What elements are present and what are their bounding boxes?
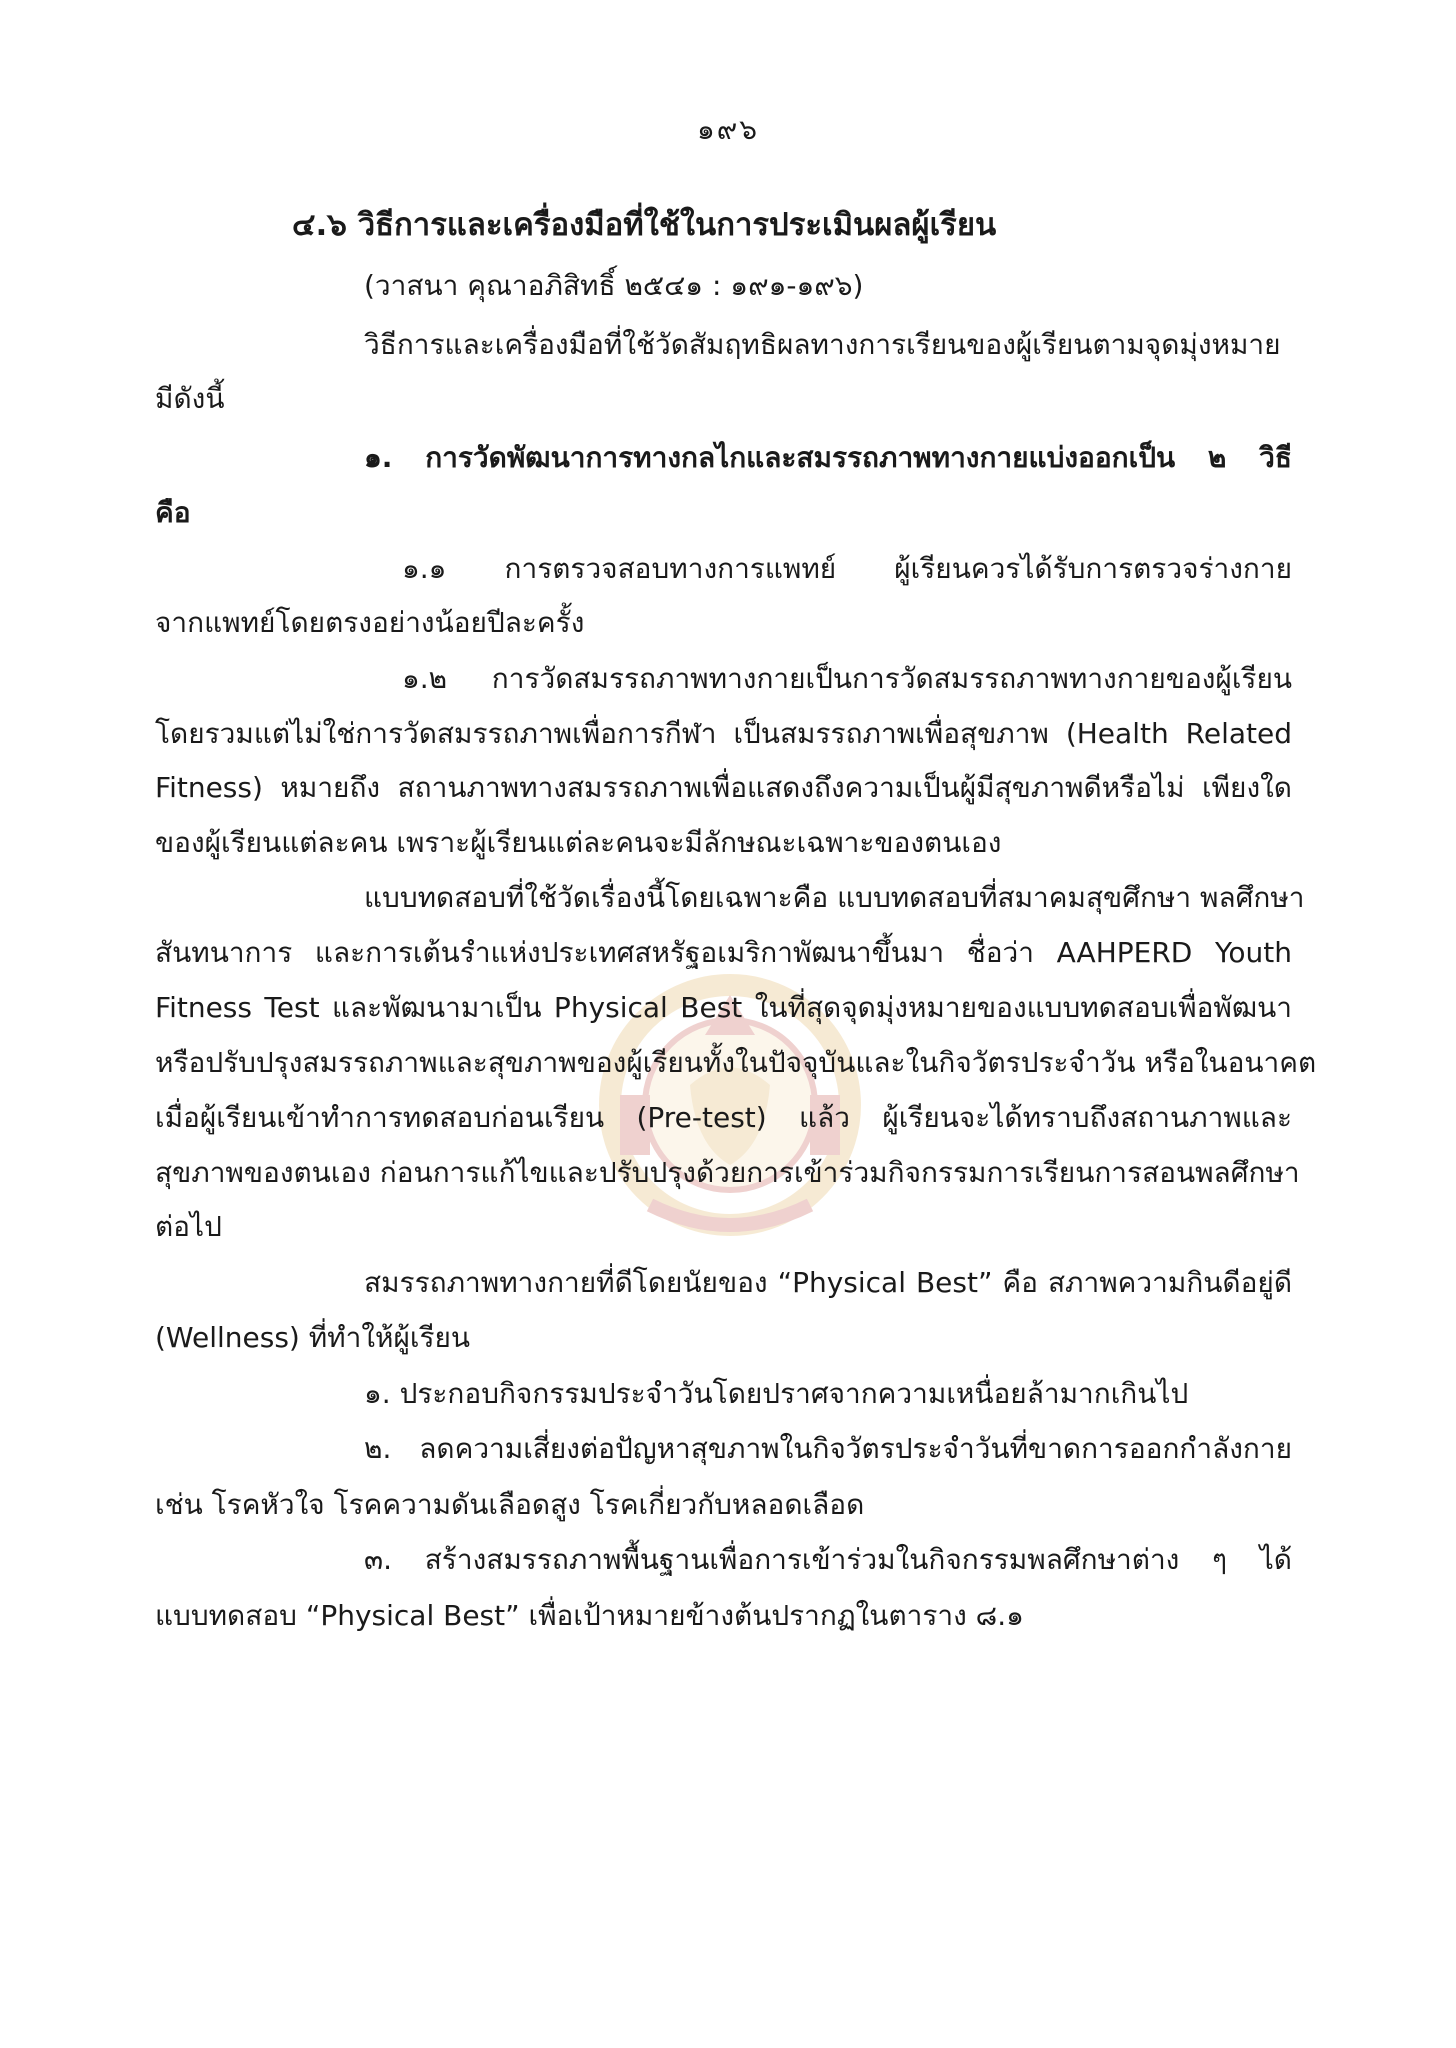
- item-1-2-text: โดยรวมแต่ไม่ใช่การวัดสมรรถภาพเพื่อการกีฬา เป็นสมรรถภาพเพื่อสุขภาพ (Health Related: [155, 717, 1292, 750]
- wellness-paragraph-line: (Wellness) ที่ทำให้ผู้เรียน: [155, 1321, 471, 1354]
- citation: (วาสนา คุณาอภิสิทธิ์ ๒๕๔๑ : ๑๙๑-๑๙๖): [364, 269, 864, 302]
- benefit-item: ๑. ประกอบกิจกรรมประจำวันโดยปราศจากความเหนื่อยล้ามากเกินไป: [364, 1377, 1189, 1410]
- benefit-item: ๒. ลดความเสี่ยงต่อปัญหาสุขภาพในกิจวัตรประจำวันที่ขาดการออกกำลังกาย: [364, 1432, 1292, 1465]
- item-1-1-text: จากแพทย์โดยตรงอย่างน้อยปีละครั้ง: [155, 606, 585, 639]
- intro-line: มีดังนี้: [155, 382, 225, 415]
- test-paragraph-line: ต่อไป: [155, 1210, 222, 1243]
- test-paragraph-line: แบบทดสอบที่ใช้วัดเรื่องนี้โดยเฉพาะคือ แบบทดสอบที่สมาคมสุขศึกษา พลศึกษา: [364, 881, 1305, 914]
- test-paragraph-line: Fitness Test และพัฒนามาเป็น Physical Best ในที่สุดจุดมุ่งหมายของแบบทดสอบเพื่อพัฒนา: [155, 991, 1292, 1024]
- wellness-paragraph-line: สมรรถภาพทางกายที่ดีโดยนัยของ “Physical Best” คือ สภาพความกินดีอยู่ดี: [364, 1266, 1292, 1299]
- test-paragraph-line: เมื่อผู้เรียนเข้าทำการทดสอบก่อนเรียน (Pre-test) แล้ว ผู้เรียนจะได้ทราบถึงสถานภาพและ: [155, 1101, 1292, 1134]
- benefit-item: เช่น โรคหัวใจ โรคความดันเลือดสูง โรคเกี่ยวกับหลอดเลือด: [155, 1488, 865, 1521]
- item-1-2-text: Fitness) หมายถึง สถานภาพทางสมรรถภาพเพื่อแสดงถึงความเป็นผู้มีสุขภาพดีหรือไม่ เพียงใด: [155, 771, 1292, 804]
- item-1-heading: ๑. การวัดพัฒนาการทางกลไกและสมรรถภาพทางกายแบ่งออกเป็น ๒ วิธี: [364, 441, 1292, 474]
- test-paragraph-line: หรือปรับปรุงสมรรถภาพและสุขภาพของผู้เรียนทั้งในปัจจุบันและในกิจวัตรประจำวัน หรือในอนาคต: [155, 1046, 1317, 1079]
- item-1-2-text: ๑.๒ การวัดสมรรถภาพทางกายเป็นการวัดสมรรถภาพทางกายของผู้เรียน: [402, 662, 1292, 695]
- intro-line: วิธีการและเครื่องมือที่ใช้วัดสัมฤทธิผลทางการเรียนของผู้เรียนตามจุดมุ่งหมาย: [364, 328, 1281, 361]
- item-1-heading: คือ: [155, 496, 191, 529]
- benefit-item: ๓. สร้างสมรรถภาพพื้นฐานเพื่อการเข้าร่วมในกิจกรรมพลศึกษาต่าง ๆ ได้: [364, 1543, 1292, 1576]
- benefit-item: แบบทดสอบ “Physical Best” เพื่อเป้าหมายข้างต้นปรากฏในตาราง ๘.๑: [155, 1599, 1024, 1632]
- test-paragraph-line: สันทนาการ และการเต้นรำแห่งประเทศสหรัฐอเมริกาพัฒนาขึ้นมา ชื่อว่า AAHPERD Youth: [155, 936, 1292, 969]
- item-1-2-text: ของผู้เรียนแต่ละคน เพราะผู้เรียนแต่ละคนจะมีลักษณะเฉพาะของตนเอง: [155, 826, 1002, 859]
- page-number: ๑๙๖: [696, 113, 760, 146]
- section-heading: ๔.๖ วิธีการและเครื่องมือที่ใช้ในการประเมินผลผู้เรียน: [292, 207, 997, 243]
- test-paragraph-line: สุขภาพของตนเอง ก่อนการแก้ไขและปรับปรุงด้วยการเข้าร่วมกิจกรรมการเรียนการสอนพลศึกษา: [155, 1156, 1300, 1189]
- item-1-1-text: ๑.๑ การตรวจสอบทางการแพทย์ ผู้เรียนควรได้รับการตรวจร่างกาย: [402, 552, 1292, 585]
